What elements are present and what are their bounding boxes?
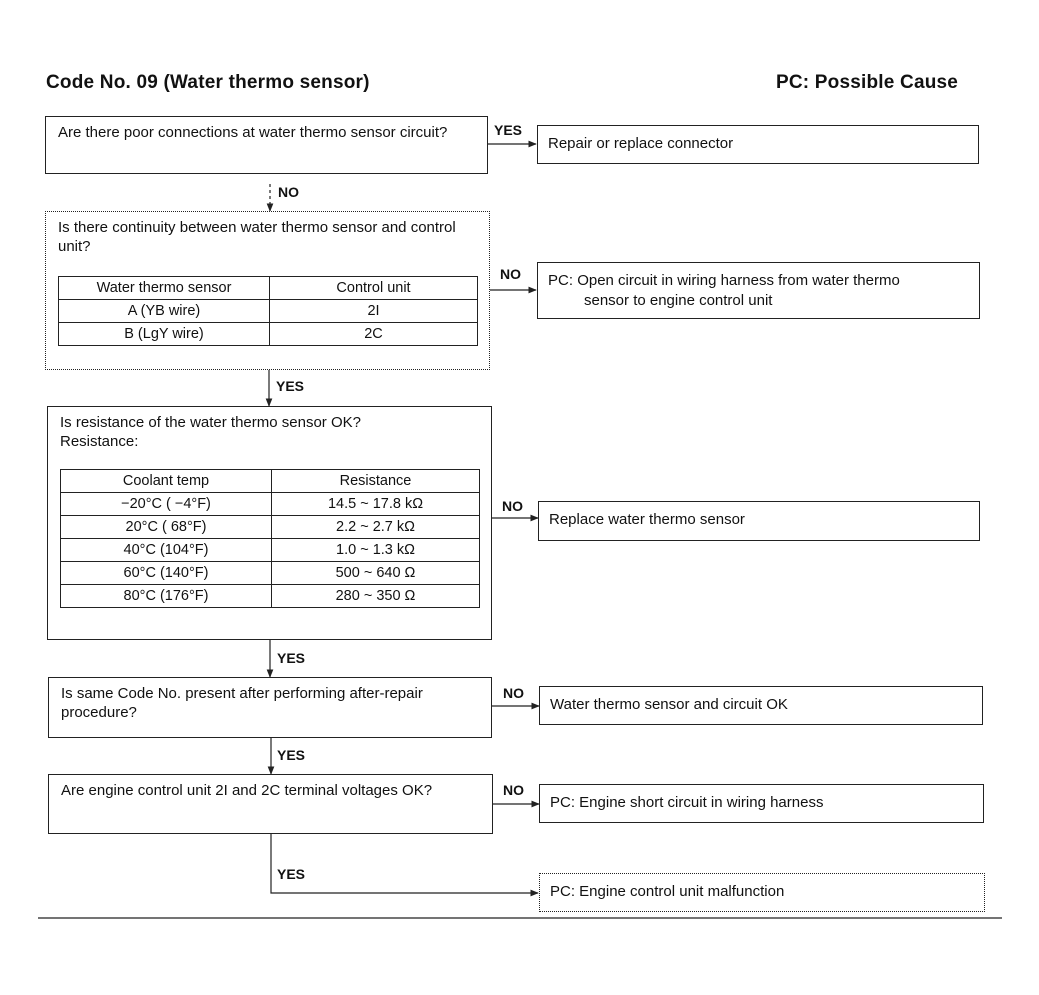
table-row: [61, 585, 480, 608]
result-box-open-circuit: [537, 262, 980, 319]
table-cell: 40°C (104°F): [61, 539, 272, 562]
result-text: Repair or replace connector: [548, 135, 734, 152]
table-header-row: [61, 470, 480, 493]
branch-label-no: NO: [503, 782, 524, 798]
table-cell: 2I: [270, 300, 478, 323]
result-text: sensor to engine control unit: [584, 292, 773, 309]
table-row: [59, 300, 478, 323]
table-cell: 14.5 ~ 17.8 kΩ: [272, 493, 480, 516]
table-row: [61, 516, 480, 539]
table-row: [61, 539, 480, 562]
legend-title: PC: Possible Cause: [776, 72, 959, 93]
table-header-cell: Resistance: [272, 470, 480, 493]
result-box-replace-sensor: [538, 501, 980, 541]
branch-label-no: NO: [278, 184, 299, 200]
table-row: [59, 323, 478, 346]
table-header-cell: Control unit: [270, 277, 478, 300]
result-text: Replace water thermo sensor: [549, 511, 745, 528]
table-cell: 280 ~ 350 Ω: [272, 585, 480, 608]
branch-label-yes: YES: [277, 650, 306, 666]
result-text: PC: Engine short circuit in wiring harness: [550, 794, 824, 811]
table-row: [61, 493, 480, 516]
table-row: [61, 562, 480, 585]
question-text: Are there poor connections at water thermo sensor circuit?: [58, 124, 448, 141]
table-cell: 2C: [270, 323, 478, 346]
branch-label-yes: YES: [276, 378, 305, 394]
table-cell: −20°C ( −4°F): [61, 493, 272, 516]
table-cell: B (LgY wire): [59, 323, 270, 346]
branch-label-yes: YES: [494, 122, 523, 138]
table-cell: 60°C (140°F): [61, 562, 272, 585]
table-cell: A (YB wire): [59, 300, 270, 323]
question-text: Resistance:: [60, 433, 139, 450]
question-box-same-code: [48, 677, 492, 738]
result-box-repair-connector: [537, 125, 979, 164]
result-box-control-unit-malfunction: [539, 873, 985, 912]
table-cell: 500 ~ 640 Ω: [272, 562, 480, 585]
result-box-short-circuit: [539, 784, 984, 823]
result-box-sensor-ok: [539, 686, 983, 725]
branch-label-yes: YES: [277, 866, 306, 882]
table-cell: 1.0 ~ 1.3 kΩ: [272, 539, 480, 562]
branch-label-no: NO: [502, 498, 523, 514]
resistance-table: [60, 469, 480, 608]
result-text: Water thermo sensor and circuit OK: [550, 696, 788, 713]
table-cell: 20°C ( 68°F): [61, 516, 272, 539]
table-header-row: [59, 277, 478, 300]
table-cell: 80°C (176°F): [61, 585, 272, 608]
branch-label-no: NO: [503, 685, 524, 701]
table-header-cell: Coolant temp: [61, 470, 272, 493]
question-text: Is there continuity between water thermo sensor and control unit?: [58, 219, 456, 255]
question-box-connections: [45, 116, 488, 174]
table-header-cell: Water thermo sensor: [59, 277, 270, 300]
question-text: Is same Code No. present after performing after-repair procedure?: [61, 685, 423, 721]
result-prefix: PC:: [548, 272, 574, 289]
branch-label-no: NO: [500, 266, 521, 282]
result-text: PC: Engine control unit malfunction: [550, 883, 785, 900]
page-title: Code No. 09 (Water thermo sensor): [46, 72, 370, 93]
question-text: Are engine control unit 2I and 2C terminal voltages OK?: [61, 782, 433, 799]
continuity-table: [58, 276, 478, 346]
question-text: Is resistance of the water thermo sensor OK?: [60, 414, 361, 431]
question-box-terminal-voltages: [48, 774, 493, 834]
branch-label-yes: YES: [277, 747, 306, 763]
table-cell: 2.2 ~ 2.7 kΩ: [272, 516, 480, 539]
result-text: Open circuit in wiring harness from water thermo: [577, 272, 900, 289]
